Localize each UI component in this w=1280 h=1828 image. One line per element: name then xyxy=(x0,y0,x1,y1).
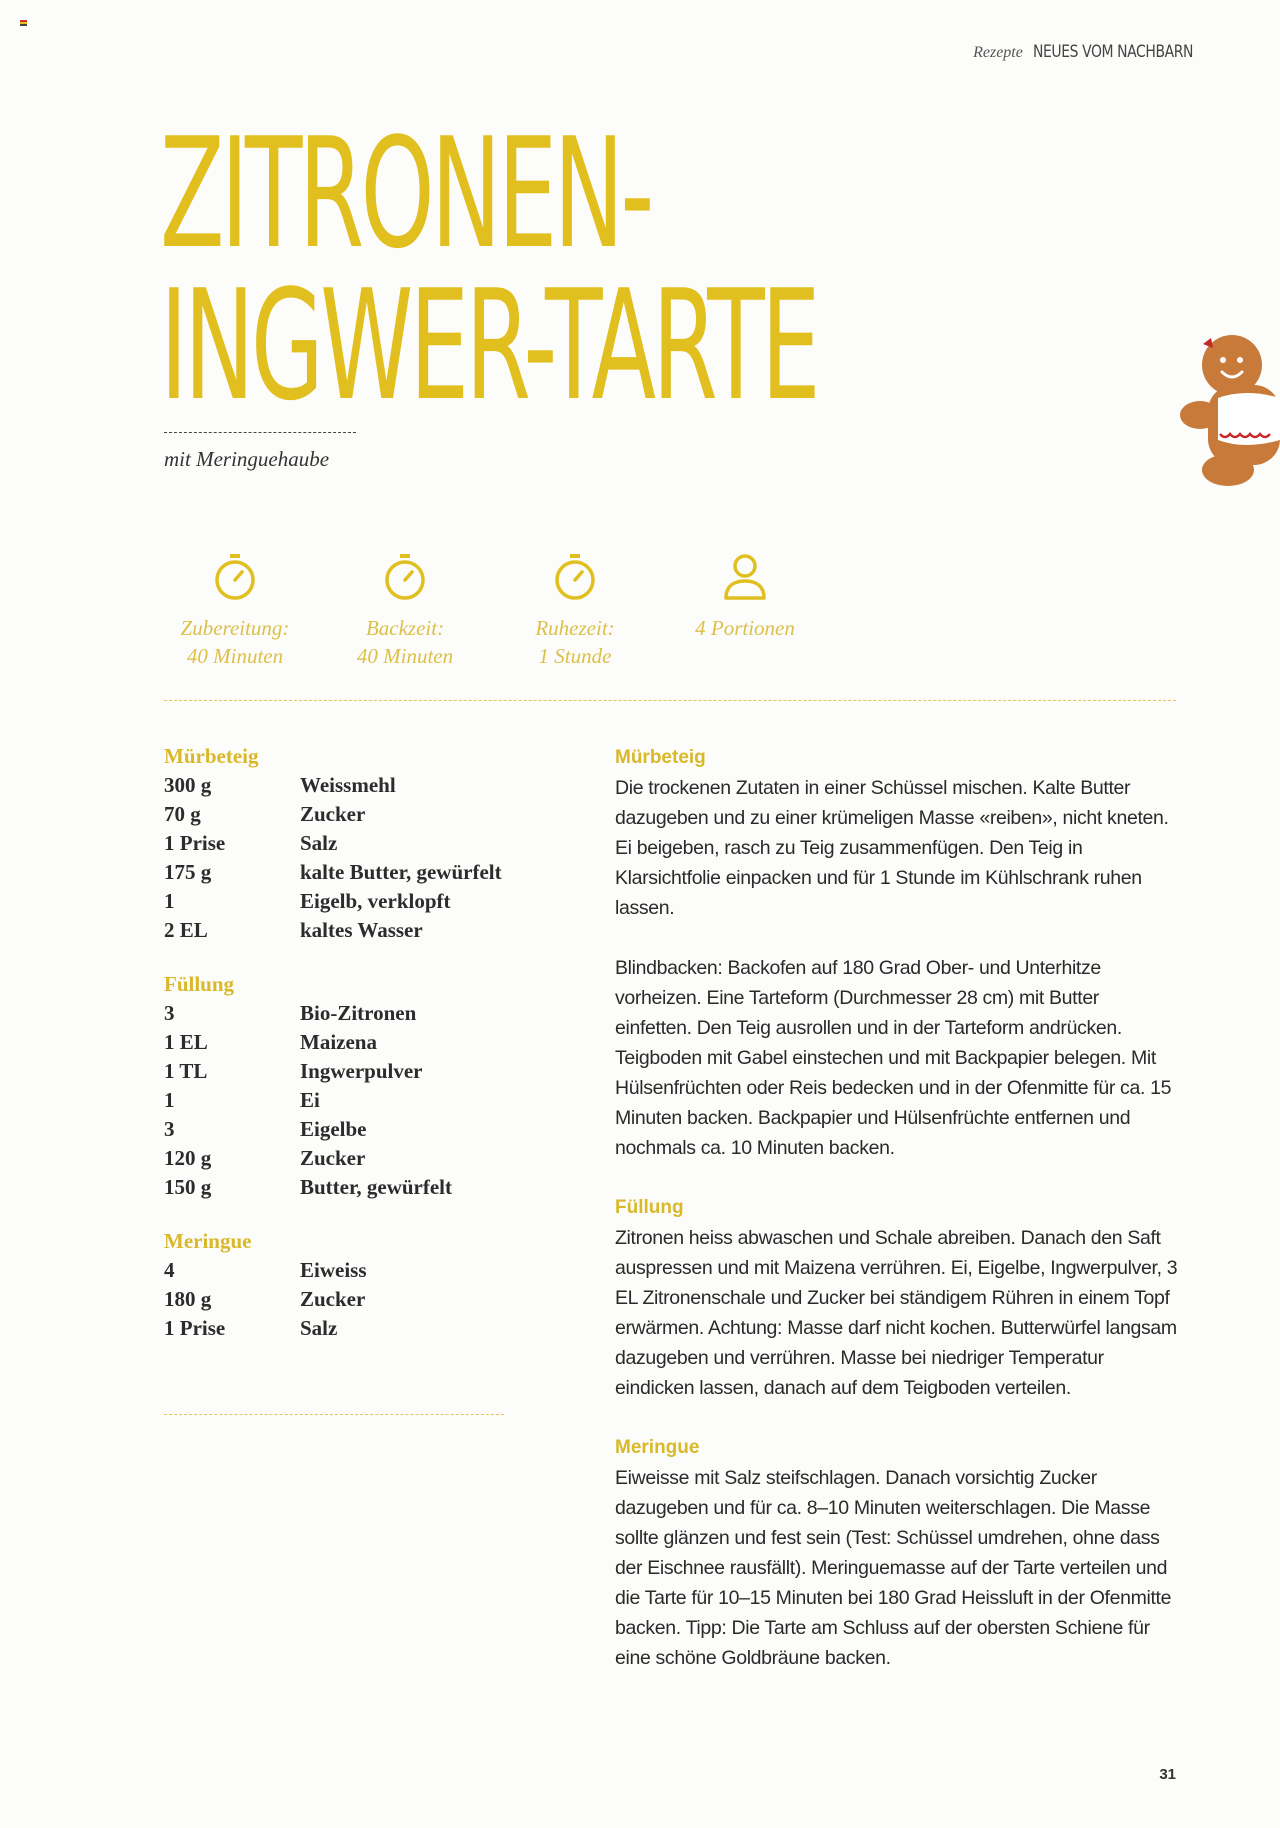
method-paragraph: Blindbacken: Backofen auf 180 Grad Ober- und Unterhitze vorheizen. Eine Tarteform (Durchmesser 28 cm) mit Butter einfetten. Den Teig ausrollen und in der Tarteform andrücken. Teigboden mit Gabel einstechen und mit Backpapier belegen. Mit Hülsenfrüchten oder Reis bedecken und in der Ofenmitte für ca. 15 Minuten backen. Backpapier und Hülsenfrüchte entfernen und nochmals ca. 10 Minuten backen. xyxy=(615,957,1172,1159)
facts-divider xyxy=(164,700,1176,701)
method-section-title: Mürbeteig xyxy=(615,747,706,768)
ingredient-group-muerbeteig xyxy=(164,742,504,945)
method-paragraph: Die trockenen Zutaten in einer Schüssel mischen. Kalte Butter dazugeben und zu einer krümeligen Masse «reiben», nicht kneten. Ei beigeben, rasch zu Teig zusammenfügen. Den Teig in Klarsichtfolie einpacken und für 1 Stunde im Kühlschrank ruhen lassen. xyxy=(615,777,1169,919)
method-paragraph: Eiweisse mit Salz steifschlagen. Danach vorsichtig Zucker dazugeben und für ca. 8–10 Minuten weiterschlagen. Die Masse sollte glänzen und fest sein (Test: Schüssel umdrehen, ohne dass der Eischnee rausfällt). Meringuemasse auf der Tarte verteilen und die Tarte für 10–15 Minuten bei 180 Grad Heissluft in der Ofenmitte backen. Tipp: Die Tarte am Schluss auf der obersten Schiene für eine schöne Goldbräune backen. xyxy=(615,1467,1172,1669)
ingredient-quantity: 1 TL xyxy=(164,1059,208,1083)
ingredient-row xyxy=(164,887,504,916)
ingredient-row xyxy=(164,1057,504,1086)
ingredient-row xyxy=(164,800,504,829)
ingredient-name: Butter, gewürfelt xyxy=(300,1175,453,1199)
recipe-title xyxy=(160,105,817,434)
ingredient-name: Zucker xyxy=(300,1287,366,1311)
ingredient-quantity: 1 xyxy=(164,889,175,913)
ingredient-name: Zucker xyxy=(300,1146,366,1170)
ingredient-name: Eigelbe xyxy=(300,1117,367,1141)
ingredient-name: kaltes Wasser xyxy=(300,918,423,942)
gingerbread-man-illustration xyxy=(1180,330,1280,500)
ingredient-group-meringue xyxy=(164,1227,504,1343)
ingredient-row xyxy=(164,1256,504,1285)
fact-label: Zubereitung: xyxy=(180,616,290,640)
method-section-meringue xyxy=(615,1433,1178,1673)
fact-resting xyxy=(490,552,660,670)
magazine-brand: NEUES VOM NACHBARN xyxy=(1032,42,1193,62)
ingredient-name: Ingwerpulver xyxy=(300,1059,423,1083)
ingredient-row xyxy=(164,1086,504,1115)
ingredient-group-fuellung xyxy=(164,970,504,1202)
ingredient-quantity: 3 xyxy=(164,1001,175,1025)
stopwatch-icon xyxy=(382,552,428,602)
person-icon xyxy=(720,552,770,602)
ingredient-name: Bio-Zitronen xyxy=(300,1001,417,1025)
method-section-fuellung xyxy=(615,1193,1178,1403)
stopwatch-icon xyxy=(552,552,598,602)
ingredient-name: Ei xyxy=(300,1088,320,1112)
ingredient-quantity: 3 xyxy=(164,1117,175,1141)
ingredients-list xyxy=(164,742,504,1368)
recipe-facts xyxy=(150,552,830,670)
method-paragraph: Zitronen heiss abwaschen und Schale abreiben. Danach den Saft auspressen und mit Maizena verrühren. Ei, Eigelbe, Ingwerpulver, 3 EL Zitronenschale und Zucker bei ständigem Rühren in einem Topf erwärmen. Achtung: Masse darf nicht kochen. Butterwürfel langsam dazugeben und verrühren. Masse bei niedriger Temperatur eindicken lassen, danach auf dem Teigboden verteilen. xyxy=(615,1227,1178,1399)
ingredient-name: Zucker xyxy=(300,802,366,826)
method-section-title: Meringue xyxy=(615,1437,700,1458)
ingredient-quantity: 2 EL xyxy=(164,918,208,942)
fact-value: 1 Stunde xyxy=(538,644,612,668)
title-line-1: ZITRONEN- xyxy=(160,105,651,282)
fact-label: Ruhezeit: xyxy=(535,616,615,640)
section-rubric: Rezepte xyxy=(973,44,1023,61)
fact-label: 4 Portionen xyxy=(695,616,795,640)
ingredient-name: Maizena xyxy=(300,1030,377,1054)
ingredient-row xyxy=(164,771,504,800)
ingredient-row xyxy=(164,999,504,1028)
ingredient-quantity: 1 xyxy=(164,1088,175,1112)
stopwatch-icon xyxy=(212,552,258,602)
method-section-muerbeteig xyxy=(615,743,1178,923)
recipe-subtitle: mit Meringuehaube xyxy=(164,447,330,471)
ingredient-name: Salz xyxy=(300,831,338,855)
ingredient-name: Eigelb, verklopft xyxy=(300,889,451,913)
ingredient-row xyxy=(164,1173,504,1202)
method-steps xyxy=(615,743,1178,1703)
ingredient-row xyxy=(164,1115,504,1144)
title-line-2: INGWER-TARTE xyxy=(160,257,817,434)
page-header xyxy=(973,42,1228,62)
fact-preparation xyxy=(150,552,320,670)
ingredient-name: kalte Butter, gewürfelt xyxy=(300,860,502,884)
title-divider xyxy=(164,432,356,433)
ingredient-quantity: 4 xyxy=(164,1258,175,1282)
method-section-blindbacken xyxy=(615,953,1178,1163)
fact-portions xyxy=(660,552,830,670)
ingredient-quantity: 1 Prise xyxy=(164,831,226,855)
ingredient-group-title: Füllung xyxy=(164,972,235,996)
ingredient-quantity: 120 g xyxy=(164,1146,212,1170)
ingredient-quantity: 180 g xyxy=(164,1287,212,1311)
ingredient-group-title: Mürbeteig xyxy=(164,744,259,768)
ingredient-row xyxy=(164,829,504,858)
ingredient-name: Eiweiss xyxy=(300,1258,367,1282)
ingredient-row xyxy=(164,916,504,945)
ingredient-quantity: 1 EL xyxy=(164,1030,208,1054)
ingredient-quantity: 175 g xyxy=(164,860,212,884)
fact-label: Backzeit: xyxy=(365,616,445,640)
ingredients-divider xyxy=(164,1414,504,1415)
ingredient-group-title: Meringue xyxy=(164,1229,252,1253)
ingredient-quantity: 150 g xyxy=(164,1175,212,1199)
method-section-title: Füllung xyxy=(615,1197,684,1218)
fact-baking xyxy=(320,552,490,670)
fact-value: 40 Minuten xyxy=(356,644,454,668)
ingredient-quantity: 70 g xyxy=(164,802,201,826)
fact-value: 40 Minuten xyxy=(186,644,284,668)
ingredient-row xyxy=(164,1314,504,1343)
ingredient-row xyxy=(164,1285,504,1314)
ingredient-row xyxy=(164,858,504,887)
ingredient-name: Weissmehl xyxy=(300,773,396,797)
corner-color-mark xyxy=(20,20,27,26)
ingredient-row xyxy=(164,1144,504,1173)
ingredient-name: Salz xyxy=(300,1316,338,1340)
ingredient-quantity: 1 Prise xyxy=(164,1316,226,1340)
ingredient-quantity: 300 g xyxy=(164,773,212,797)
page-number: 31 xyxy=(1159,1766,1176,1783)
ingredient-row xyxy=(164,1028,504,1057)
